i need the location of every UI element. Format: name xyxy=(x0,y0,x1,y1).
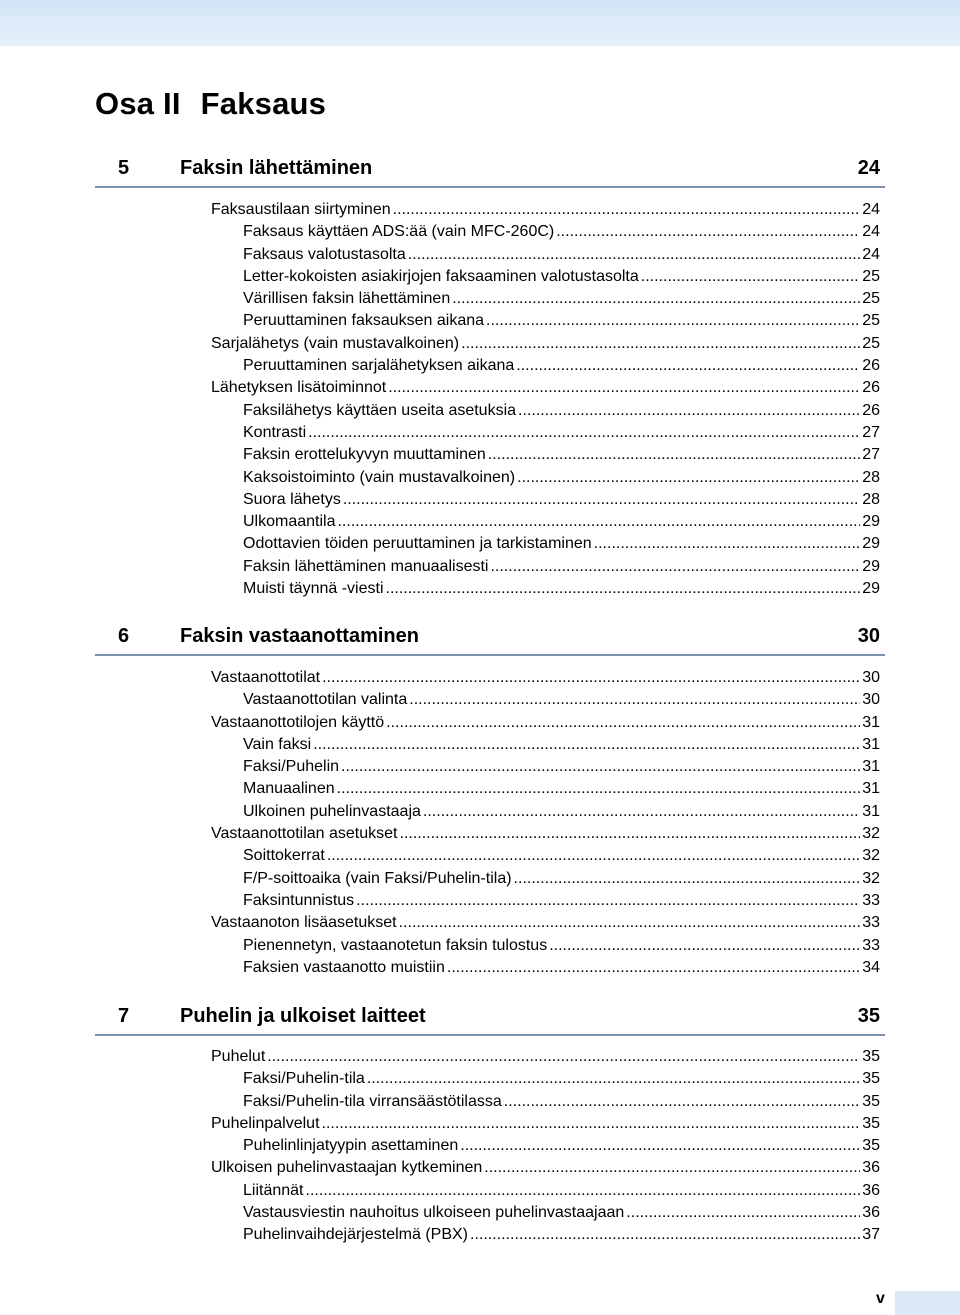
toc-subsection-entry[interactable] xyxy=(0,1180,960,1202)
dot-leader xyxy=(549,935,860,957)
dot-leader xyxy=(447,957,860,979)
toc-entry-page: 33 xyxy=(862,891,880,909)
toc-entry-page: 31 xyxy=(862,780,880,798)
chapter-number: 7 xyxy=(118,1005,130,1027)
toc-entry-page: 32 xyxy=(862,847,880,865)
toc-entry-page: 28 xyxy=(862,468,880,486)
toc-entry-page: 30 xyxy=(862,691,880,709)
toc-subsection-entry[interactable] xyxy=(0,310,960,332)
toc-section-entry[interactable] xyxy=(0,712,960,734)
toc-entry-label: Faksin lähettäminen manuaalisesti xyxy=(243,557,489,575)
toc-entry-page: 25 xyxy=(862,334,880,352)
dot-leader xyxy=(322,667,860,689)
toc-section-entry[interactable] xyxy=(0,1113,960,1135)
toc-subsection-entry[interactable] xyxy=(0,957,960,979)
toc-subsection-entry[interactable] xyxy=(0,221,960,243)
dot-leader xyxy=(516,355,860,377)
toc-entry-label: Faksi/Puhelin-tila virransäästötilassa xyxy=(243,1092,502,1110)
toc-entry-label: Ulkoisen puhelinvastaajan kytkeminen xyxy=(211,1159,483,1177)
dot-leader xyxy=(517,467,860,489)
toc-entry-page: 26 xyxy=(862,379,880,397)
toc-entry-page: 35 xyxy=(862,1092,880,1110)
toc-section-entry[interactable] xyxy=(0,823,960,845)
dot-leader xyxy=(343,489,860,511)
toc-entry-label: Muisti täynnä -viesti xyxy=(243,580,384,598)
toc-subsection-entry[interactable] xyxy=(0,1224,960,1246)
toc-entry-label: Puhelut xyxy=(211,1048,266,1065)
chapter-heading-6[interactable] xyxy=(95,620,885,656)
toc-entry-page: 27 xyxy=(862,446,880,464)
toc-entry-list xyxy=(0,1046,960,1247)
toc-entry-page: 25 xyxy=(862,312,880,330)
chapter-title: Faksin lähettäminen xyxy=(180,157,373,179)
dot-leader xyxy=(556,221,860,243)
dot-leader xyxy=(409,689,860,711)
toc-section-entry[interactable] xyxy=(0,1157,960,1179)
toc-subsection-entry[interactable] xyxy=(0,266,960,288)
toc-subsection-entry[interactable] xyxy=(0,756,960,778)
toc-subsection-entry[interactable] xyxy=(0,533,960,555)
toc-entry-page: 24 xyxy=(862,201,880,218)
toc-entry-label: Faksaustilaan siirtyminen xyxy=(211,201,391,218)
toc-subsection-entry[interactable] xyxy=(0,935,960,957)
toc-entry-label: Puhelinpalvelut xyxy=(211,1114,320,1132)
toc-entry-label: Vastaanottotilojen käyttö xyxy=(211,713,385,731)
dot-leader xyxy=(322,1113,860,1135)
toc-subsection-entry[interactable] xyxy=(0,734,960,756)
toc-subsection-entry[interactable] xyxy=(0,355,960,377)
dot-leader xyxy=(641,266,860,288)
toc-entry-list xyxy=(0,667,960,979)
chapter-title: Faksin vastaanottaminen xyxy=(180,625,419,647)
toc-section-entry[interactable] xyxy=(0,1046,960,1068)
toc-subsection-entry[interactable] xyxy=(0,1091,960,1113)
dot-leader xyxy=(308,422,860,444)
part-name: Faksaus xyxy=(200,86,327,121)
dot-leader xyxy=(327,845,860,867)
toc-subsection-entry[interactable] xyxy=(0,467,960,489)
dot-leader xyxy=(504,1091,860,1113)
toc-entry-label: Ulkoinen puhelinvastaaja xyxy=(243,802,421,820)
dot-leader xyxy=(313,734,860,756)
toc-subsection-entry[interactable] xyxy=(0,422,960,444)
toc-entry-page: 31 xyxy=(862,758,880,776)
dot-leader xyxy=(306,1180,861,1202)
toc-entry-page: 36 xyxy=(862,1204,880,1222)
toc-entry-page: 36 xyxy=(862,1181,880,1199)
toc-subsection-entry[interactable] xyxy=(0,689,960,711)
toc-entry-label: Vastaanoton lisäasetukset xyxy=(211,914,397,932)
dot-leader xyxy=(356,890,860,912)
toc-entry-page: 35 xyxy=(862,1048,880,1065)
dot-leader xyxy=(423,801,860,823)
footer-band xyxy=(895,1291,960,1315)
dot-leader xyxy=(337,778,860,800)
toc-entry-page: 28 xyxy=(862,490,880,508)
toc-entry-label: Letter-kokoisten asiakirjojen faksaaminen valotustasolta xyxy=(243,267,639,285)
toc-entry-page: 25 xyxy=(862,290,880,308)
toc-entry-page: 26 xyxy=(862,401,880,419)
header-band xyxy=(0,0,960,46)
toc-entry-label: Peruuttaminen sarjalähetyksen aikana xyxy=(243,357,515,375)
toc-entry-label: Pienennetyn, vastaanotetun faksin tulostus xyxy=(243,936,548,954)
dot-leader xyxy=(470,1224,860,1246)
toc-entry-page: 29 xyxy=(862,557,880,575)
toc-entry-page: 32 xyxy=(862,825,880,843)
toc-entry-label: Peruuttaminen faksauksen aikana xyxy=(243,312,485,330)
toc-entry-page: 24 xyxy=(862,223,880,241)
toc-entry-label: Manuaalinen xyxy=(243,780,335,798)
toc-entry-label: Odottavien töiden peruuttaminen ja tarkistaminen xyxy=(243,535,592,553)
dot-leader xyxy=(518,400,860,422)
dot-leader xyxy=(408,244,860,266)
dot-leader xyxy=(486,310,860,332)
toc-subsection-entry[interactable] xyxy=(0,868,960,890)
toc-subsection-entry[interactable] xyxy=(0,578,960,600)
toc-subsection-entry[interactable] xyxy=(0,1068,960,1090)
toc-entry-label: Soittokerrat xyxy=(243,847,325,865)
toc-entry-list xyxy=(0,199,960,600)
dot-leader xyxy=(461,333,860,355)
toc-entry-label: Värillisen faksin lähettäminen xyxy=(243,290,451,308)
toc-entry-label: Faksaus valotustasolta xyxy=(243,245,406,263)
toc-section-entry[interactable] xyxy=(0,667,960,689)
dot-leader xyxy=(386,578,861,600)
toc-subsection-entry[interactable] xyxy=(0,778,960,800)
toc-section-entry[interactable] xyxy=(0,912,960,934)
toc-entry-label: Liitännät xyxy=(243,1181,304,1199)
toc-entry-label: Vastausviestin nauhoitus ulkoiseen puhelinvastaajaan xyxy=(243,1204,625,1222)
toc-entry-label: Vastaanottotilan valinta xyxy=(243,691,408,709)
dot-leader xyxy=(393,199,860,221)
toc-entry-page: 24 xyxy=(862,245,880,263)
toc-entry-label: Ulkomaantila xyxy=(243,513,336,531)
toc-entry-page: 26 xyxy=(862,357,880,375)
toc-entry-label: Faksintunnistus xyxy=(243,891,355,909)
dot-leader xyxy=(399,912,860,934)
dot-leader xyxy=(341,756,860,778)
toc-entry-page: 35 xyxy=(862,1070,880,1088)
toc-subsection-entry[interactable] xyxy=(0,400,960,422)
toc-entry-page: 29 xyxy=(862,580,880,598)
toc-entry-label: Kaksoistoiminto (vain mustavalkoinen) xyxy=(243,468,516,486)
dot-leader xyxy=(514,868,860,890)
toc-entry-page: 35 xyxy=(862,1114,880,1132)
toc-entry-label: Faksilähetys käyttäen useita asetuksia xyxy=(243,401,517,419)
chapter-page: 35 xyxy=(857,1005,880,1027)
toc-entry-page: 34 xyxy=(862,958,880,976)
toc-entry-label: Puhelinvaihdejärjestelmä (PBX) xyxy=(243,1226,468,1244)
toc-subsection-entry[interactable] xyxy=(0,1202,960,1224)
toc-entry-page: 29 xyxy=(862,535,880,553)
toc-entry-label: Vastaanottotilan asetukset xyxy=(211,825,398,843)
toc-subsection-entry[interactable] xyxy=(0,1135,960,1157)
toc-entry-label: Faksi/Puhelin-tila xyxy=(243,1070,365,1088)
toc-subsection-entry[interactable] xyxy=(0,845,960,867)
toc-entry-page: 36 xyxy=(862,1159,880,1177)
dot-leader xyxy=(488,444,860,466)
toc-entry-label: Vastaanottotilat xyxy=(211,669,321,686)
page-number: v xyxy=(876,1290,885,1307)
dot-leader xyxy=(490,556,860,578)
chapter-page: 24 xyxy=(857,157,880,179)
toc-entry-page: 37 xyxy=(862,1226,880,1244)
toc-entry-label: Vain faksi xyxy=(243,735,312,753)
toc-entry-page: 35 xyxy=(862,1137,880,1155)
toc-entry-page: 31 xyxy=(862,802,880,820)
toc-subsection-entry[interactable] xyxy=(0,288,960,310)
chapter-number: 6 xyxy=(118,625,130,647)
dot-leader xyxy=(484,1157,860,1179)
toc-entry-page: 31 xyxy=(862,735,880,753)
toc-section-entry[interactable] xyxy=(0,333,960,355)
toc-entry-label: Puhelinlinjatyypin asettaminen xyxy=(243,1137,459,1155)
toc-entry-page: 27 xyxy=(862,423,880,441)
chapter-number: 5 xyxy=(118,157,130,179)
toc-section-entry[interactable] xyxy=(0,377,960,399)
chapter-heading-7[interactable] xyxy=(95,1000,885,1036)
dot-leader xyxy=(388,377,860,399)
toc-subsection-entry[interactable] xyxy=(0,444,960,466)
dot-leader xyxy=(367,1068,860,1090)
dot-leader xyxy=(386,712,860,734)
dot-leader xyxy=(337,511,860,533)
toc-entry-page: 32 xyxy=(862,869,880,887)
toc-entry-label: Faksi/Puhelin xyxy=(243,758,340,776)
toc-subsection-entry[interactable] xyxy=(0,801,960,823)
toc-subsection-entry[interactable] xyxy=(0,890,960,912)
toc-entry-label: Suora lähetys xyxy=(243,490,341,508)
toc-entry-page: 29 xyxy=(862,513,880,531)
dot-leader xyxy=(626,1202,860,1224)
toc-subsection-entry[interactable] xyxy=(0,489,960,511)
toc-entry-label: Faksin erottelukyvyn muuttaminen xyxy=(243,446,486,464)
dot-leader xyxy=(594,533,860,555)
dot-leader xyxy=(267,1046,860,1068)
toc-entry-label: Kontrasti xyxy=(243,423,307,441)
dot-leader xyxy=(452,288,860,310)
toc-subsection-entry[interactable] xyxy=(0,244,960,266)
dot-leader xyxy=(400,823,861,845)
dot-leader xyxy=(460,1135,860,1157)
part-label: Osa II xyxy=(95,86,181,121)
toc-entry-page: 25 xyxy=(862,267,880,285)
toc-entry-label: F/P-soittoaika (vain Faksi/Puhelin-tila) xyxy=(243,869,512,887)
toc-entry-label: Faksaus käyttäen ADS:ää (vain MFC-260C) xyxy=(243,223,555,241)
chapter-title: Puhelin ja ulkoiset laitteet xyxy=(180,1005,426,1027)
toc-entry-label: Lähetyksen lisätoiminnot xyxy=(211,379,387,397)
part-title xyxy=(95,86,326,122)
toc-entry-page: 33 xyxy=(862,914,880,932)
toc-section-entry[interactable] xyxy=(0,199,960,221)
toc-entry-page: 30 xyxy=(862,669,880,686)
chapter-page: 30 xyxy=(857,625,880,647)
toc-subsection-entry[interactable] xyxy=(0,511,960,533)
toc-entry-page: 33 xyxy=(862,936,880,954)
toc-entry-label: Sarjalähetys (vain mustavalkoinen) xyxy=(211,334,460,352)
toc-entry-page: 31 xyxy=(862,713,880,731)
chapter-heading-5[interactable] xyxy=(95,152,885,188)
toc-entry-label: Faksien vastaanotto muistiin xyxy=(243,958,445,976)
toc-subsection-entry[interactable] xyxy=(0,556,960,578)
